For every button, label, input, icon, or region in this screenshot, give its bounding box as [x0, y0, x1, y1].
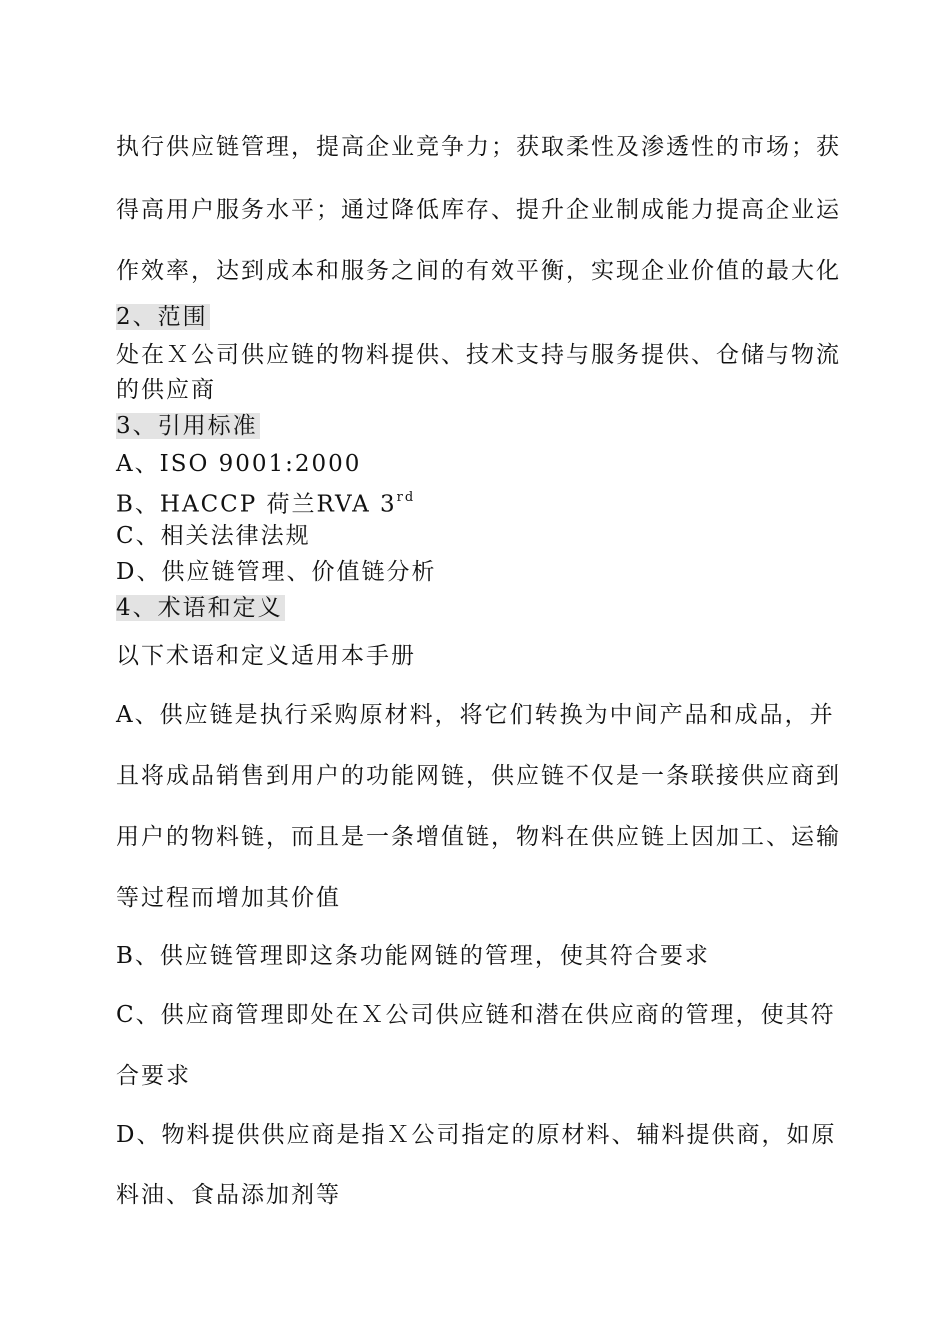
definition-line: B、供应链管理即这条功能网链的管理，使其符合要求 — [116, 943, 710, 969]
definition-line: C、供应商管理即处在Ｘ公司供应链和潜在供应商的管理，使其符 — [116, 1002, 836, 1028]
definition-line: A、供应链是执行采购原材料，将它们转换为中间产品和成品，并 — [116, 702, 835, 728]
definition-line: 等过程而增加其价值 — [116, 885, 341, 911]
intro-line: 作效率，达到成本和服务之间的有效平衡，实现企业价值的最大化 — [116, 258, 841, 284]
standard-item — [116, 485, 415, 520]
terms-intro: 以下术语和定义适用本手册 — [116, 643, 416, 669]
section-heading-text: 2、范围 — [116, 304, 208, 330]
section-heading-standards — [116, 411, 260, 441]
section-heading-text: 4、术语和定义 — [116, 595, 283, 621]
intro-line: 得高用户服务水平；通过降低库存、提升企业制成能力提高企业运 — [116, 197, 841, 223]
intro-line: 执行供应链管理，提高企业竞争力；获取柔性及渗透性的市场；获 — [116, 134, 841, 160]
section-heading-scope — [116, 302, 210, 332]
standard-item: C、相关法律法规 — [116, 523, 311, 549]
standard-item: A、ISO 9001:2000 — [116, 451, 362, 477]
scope-line: 处在Ｘ公司供应链的物料提供、技术支持与服务提供、仓储与物流 — [116, 342, 841, 368]
ordinal-superscript: rd — [396, 490, 416, 505]
section-heading-terms — [116, 593, 285, 623]
scope-line: 的供应商 — [116, 377, 216, 403]
definition-line: 合要求 — [116, 1063, 191, 1089]
standard-item-text: B、HACCP 荷兰RVA 3 — [116, 491, 397, 518]
standard-item: D、供应链管理、价值链分析 — [116, 559, 437, 585]
definition-line: 料油、食品添加剂等 — [116, 1182, 341, 1208]
section-heading-text: 3、引用标准 — [116, 413, 258, 439]
definition-line: 且将成品销售到用户的功能网链，供应链不仅是一条联接供应商到 — [116, 763, 841, 789]
definition-line: 用户的物料链，而且是一条增值链，物料在供应链上因加工、运输 — [116, 824, 841, 850]
definition-line: D、物料提供供应商是指Ｘ公司指定的原材料、辅料提供商，如原 — [116, 1122, 837, 1148]
